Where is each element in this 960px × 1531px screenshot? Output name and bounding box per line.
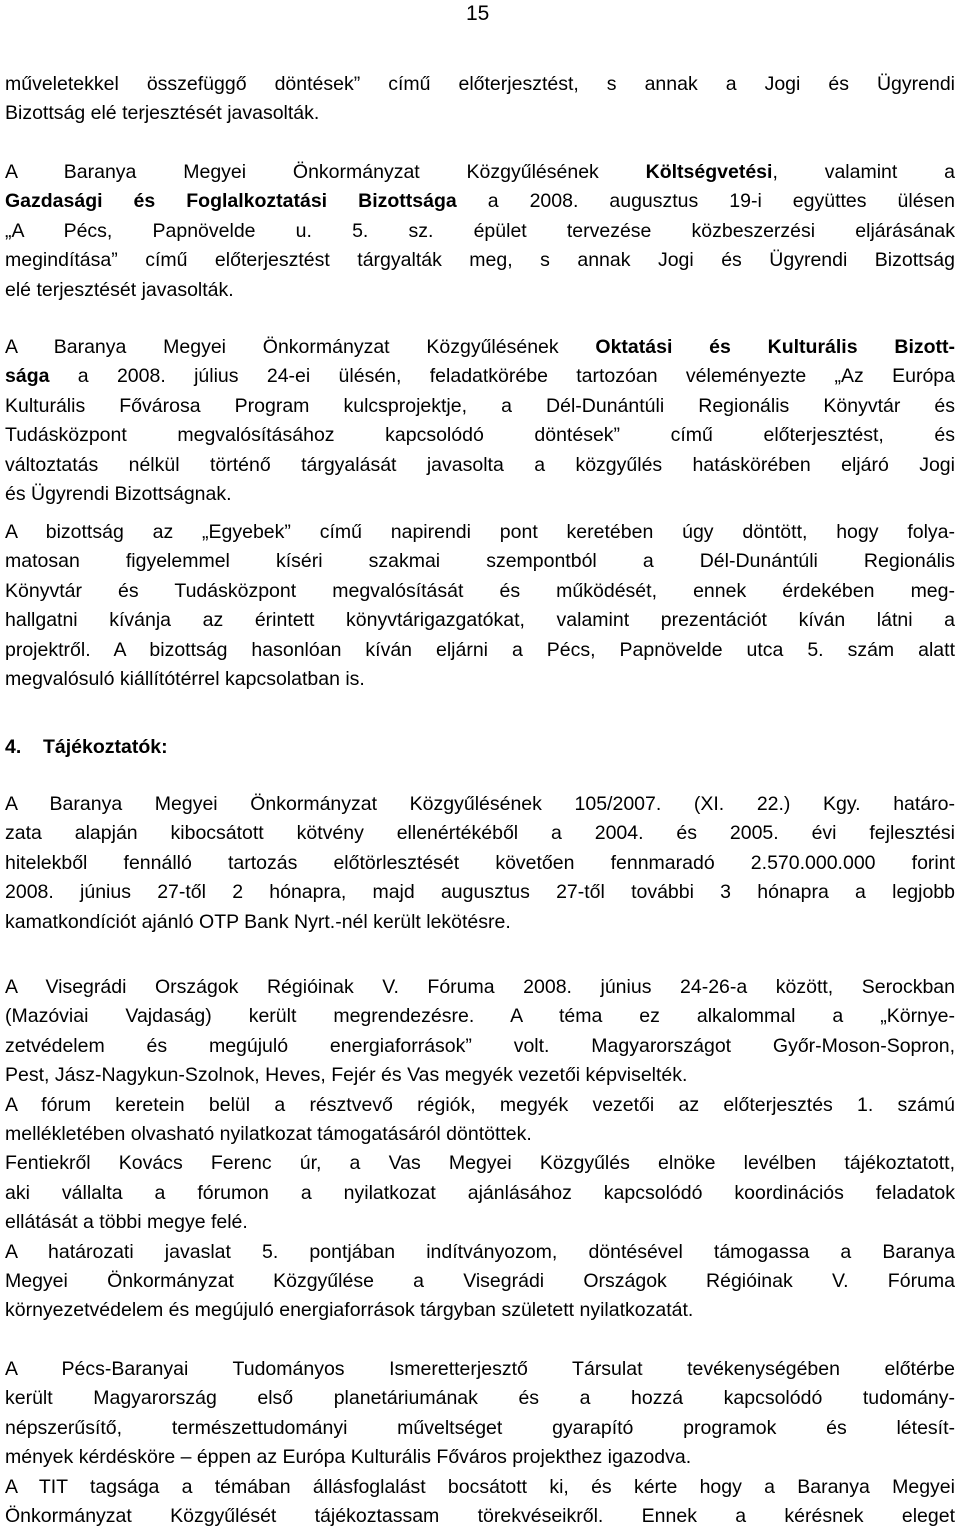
text-line: A határozati javaslat 5. pontjában indítványozom, döntésével támogassa a Baranya xyxy=(5,1240,955,1263)
text-line: A bizottság az „Egyebek” című napirendi pont keretében úgy döntött, hogy folya- xyxy=(5,521,955,543)
text-line: (Mazóviai Vajdaság) került megrendezésre. A téma ez alkalommal a „Környe- xyxy=(5,1005,955,1028)
text-line: A Pécs-Baranyai Tudományos Ismeretterjesztő Társulat tevékenységében előtérbe xyxy=(5,1358,955,1380)
text-line: műveletekkel összefüggő döntések” című előterjesztést, s annak a Jogi és Ügyrendi xyxy=(5,73,955,95)
paragraph-5 xyxy=(5,790,955,937)
text-line: hallgatni kívánja az érintett könyvtárigazgatókat, valamint prezentációt kíván látni a xyxy=(5,609,955,632)
text-line: aki vállalta a fórumon a nyilatkozat ajánlásához kapcsolódó koordinációs feladatok xyxy=(5,1181,955,1204)
text-line: „A Pécs, Papnövelde u. 5. sz. épület tervezése közbeszerzési eljárásának xyxy=(5,219,955,242)
text-run: a 2008. július 24-ei ülésén, feladatkörébe tartozóan véleményezte „Az Európa xyxy=(49,365,955,388)
text-run: A Baranya Megyei Önkormányzat Közgyűlésének xyxy=(5,336,596,358)
text-line: Könyvtár és Tudásközpont megvalósítását és működését, ennek érdekében meg- xyxy=(5,579,955,602)
text-run: a 2008. augusztus 19-i együttes ülésen xyxy=(456,190,955,213)
bold-term: Gazdasági és Foglalkoztatási Bizottsága xyxy=(5,190,457,213)
text-line: Bizottság elé terjesztését javasolták. xyxy=(5,102,320,125)
text-line: hitelekből fennálló tartozás előtörlesztését követően fennmaradó 2.570.000.000 forint xyxy=(5,851,955,874)
text-line: A Baranya Megyei Önkormányzat Közgyűlésének 105/2007. (XI. 22.) Kgy. határo- xyxy=(5,793,955,815)
text-line: A fórum keretein belül a résztvevő régiók, megyék vezetői az előterjesztés 1. számú xyxy=(5,1093,955,1116)
text-line: zetvédelem és megújuló energiaforrások” volt. Magyarországot Győr-Moson-Sopron, xyxy=(5,1034,955,1057)
text-line: matosan figyelemmel kíséri szakmai szempontból a Dél-Dunántúli Regionális xyxy=(5,550,955,573)
paragraph-4 xyxy=(5,518,955,694)
text-line: mellékletében olvasható nyilatkozat támogatásáról döntöttek. xyxy=(5,1123,532,1146)
text-line: A Visegrádi Országok Régióinak V. Fóruma 2008. június 24-26-a között, Serockban xyxy=(5,976,955,998)
text-line: projektről. A bizottság hasonlóan kíván eljárni a Pécs, Papnövelde utca 5. szám alatt xyxy=(5,638,955,661)
text-line: került Magyarország első planetáriumának és a hozzá kapcsolódó tudomány- xyxy=(5,1387,955,1410)
bold-term: sága xyxy=(5,365,50,388)
paragraph-2 xyxy=(5,158,955,305)
text-line: Megyei Önkormányzat Közgyűlése a Visegrádi Országok Régióinak V. Fóruma xyxy=(5,1270,955,1293)
text-line: Fentiekről Kovács Ferenc úr, a Vas Megyei Közgyűlés elnöke levélben tájékoztatott, xyxy=(5,1152,955,1175)
text-line xyxy=(5,333,955,362)
text-run: A Baranya Megyei Önkormányzat Közgyűlésének xyxy=(5,161,646,183)
paragraph-3 xyxy=(5,333,955,509)
text-line: A TIT tagsága a témában állásfoglalást bocsátott ki, és kérte hogy a Baranya Megyei xyxy=(5,1475,955,1498)
bold-term: Oktatási és Kulturális Bizott- xyxy=(595,336,956,358)
page-number: 15 xyxy=(466,2,490,25)
text-line: és Ügyrendi Bizottságnak. xyxy=(5,483,232,506)
text-line: Önkormányzat Közgyűlését tájékoztassam törekvéseikről. Ennek a kérésnek eleget xyxy=(5,1505,955,1528)
text-line: elé terjesztését javasolták. xyxy=(5,278,234,301)
paragraph-6 xyxy=(5,973,955,1326)
text-run: , valamint a xyxy=(772,161,955,183)
text-line: Tudásközpont megvalósításához kapcsolódó döntések” című előterjesztést, és xyxy=(5,424,955,447)
text-line: megvalósuló kiállítótérrel kapcsolatban is. xyxy=(5,668,365,691)
section-number: 4. xyxy=(5,736,22,758)
text-line: megindítása” című előterjesztést tárgyalták meg, s annak Jogi és Ügyrendi Bizottság xyxy=(5,249,955,272)
text-line: zata alapján kibocsátott kötvény ellenértékéből a 2004. és 2005. évi fejlesztési xyxy=(5,822,955,845)
section-heading xyxy=(5,733,168,762)
paragraph-7 xyxy=(5,1355,955,1531)
bold-term: Költségvetési xyxy=(645,161,773,183)
text-line: ellátását a többi megye felé. xyxy=(5,1211,248,1234)
text-line: kamatkondíciót ajánló OTP Bank Nyrt.-nél került lekötésre. xyxy=(5,910,511,933)
text-line: változtatás nélkül történő tárgyalását javasolta a közgyűlés hatáskörében eljáró Jogi xyxy=(5,453,955,476)
paragraph-1 xyxy=(5,70,955,129)
text-line xyxy=(5,158,955,187)
section-title: Tájékoztatók: xyxy=(43,736,168,758)
text-line: Pest, Jász-Nagykun-Szolnok, Heves, Fejér és Vas megyék vezetői képviselték. xyxy=(5,1064,688,1087)
text-line: környezetvédelem és megújuló energiaforrások tárgyban született nyilatkozatát. xyxy=(5,1299,694,1322)
text-line xyxy=(5,362,955,391)
text-line xyxy=(5,187,955,216)
text-line: 2008. június 27-től 2 hónapra, majd augusztus 27-től további 3 hónapra a legjobb xyxy=(5,881,955,904)
text-line: Kulturális Fővárosa Program kulcsprojektje, a Dél-Dunántúli Regionális Könyvtár és xyxy=(5,394,955,417)
text-line: mények kérdésköre – éppen az Európa Kulturális Főváros projekthez igazodva. xyxy=(5,1446,692,1469)
text-line: népszerűsítő, természettudományi műveltséget gyarapító programok és létesít- xyxy=(5,1416,955,1439)
